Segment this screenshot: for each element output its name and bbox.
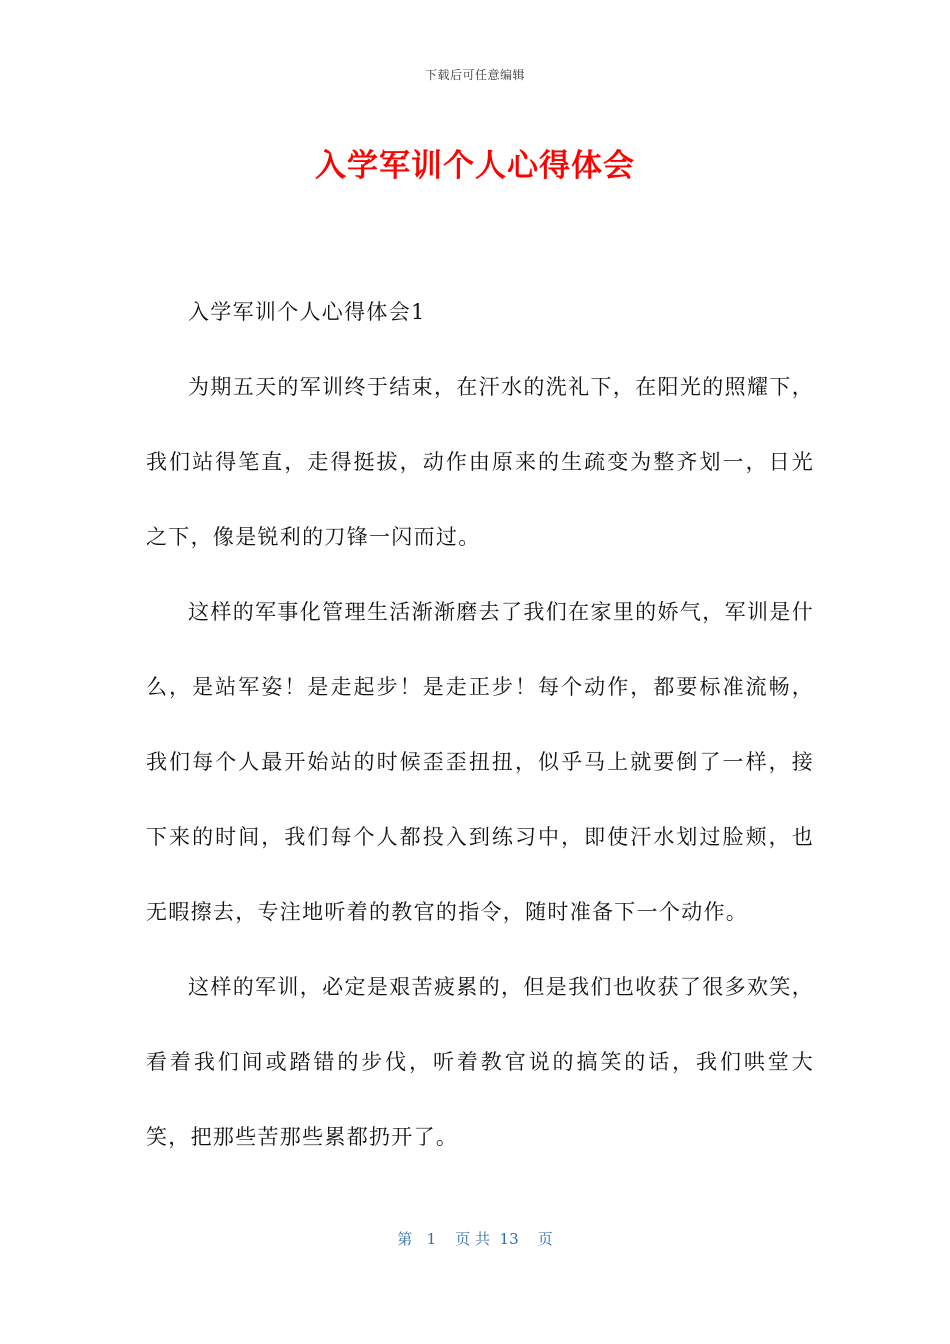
page-header-note: 下载后可任意编辑 [424, 68, 525, 82]
paragraph-3: 这样的军训，必定是艰苦疲累的，但是我们也收获了很多欢笑，看着我们间或踏错的步伐，听着教官说的搞笑的话，我们哄堂大笑，把那些苦那些累都扔开了。 [146, 975, 814, 1149]
paragraph-2: 这样的军事化管理生活渐渐磨去了我们在家里的娇气，军训是什么，是站军姿！是走起步！是走正步！每个动作，都要标准流畅，我们每个人最开始站的时候歪歪扭扭，似乎马上就要倒了一样，接下来的时间，我们每个人都投入到练习中，即使汗水划过脸颊，也无暇擦去，专注地听着的教官的指令，随时准备下一个动作。 [146, 600, 814, 924]
section-heading: 入学军训个人心得体会1 [188, 300, 426, 324]
footer-label-total: 页 共 [455, 1230, 490, 1248]
page-footer [0, 1228, 950, 1249]
paragraph-1: 为期五天的军训终于结束，在汗水的洗礼下，在阳光的照耀下，我们站得笔直，走得挺拔，动作由原来的生疏变为整齐划一，日光之下，像是锐利的刀锋一闪而过。 [146, 375, 814, 549]
footer-label-page: 第 [397, 1230, 413, 1248]
footer-total-pages: 13 [499, 1230, 519, 1248]
document-body [146, 275, 814, 1175]
document-title: 入学军训个人心得体会 [315, 148, 635, 184]
footer-page-number: 1 [426, 1230, 437, 1248]
footer-label-end: 页 [537, 1230, 553, 1248]
